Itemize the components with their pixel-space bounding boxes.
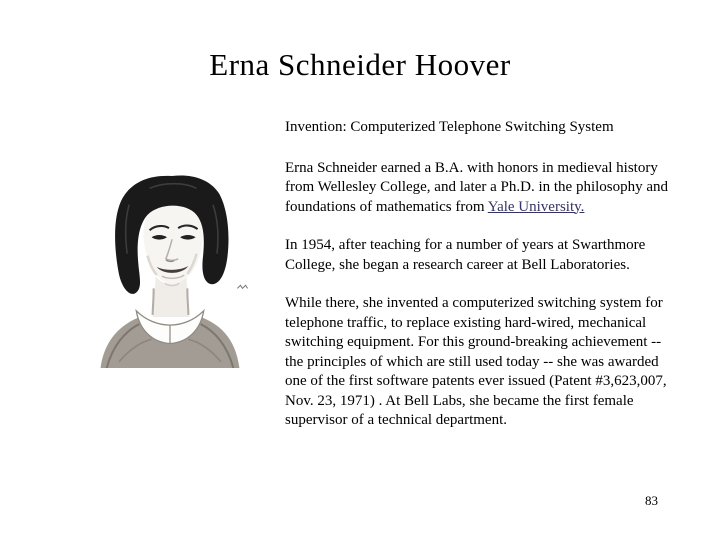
page-number: 83 (645, 493, 658, 508)
paragraph-education-text: Erna Schneider earned a B.A. with honors in medieval history from Wellesley College, and later a Ph.D. in the philosophy and foundations of mathematics from (285, 159, 669, 215)
text-column (285, 118, 670, 450)
portrait-image (86, 174, 254, 368)
invention-line: Invention: Computerized Telephone Switching System (285, 119, 614, 135)
yale-university-link[interactable]: Yale University. (487, 198, 585, 215)
paragraph-achievement: While there, she invented a computerized switching system for telephone traffic, to replace existing hard-wired, mechanical switching equipment. For this ground-breaking achievement -- the principles of which are still used today -- she was awarded one of the first software patents ever issued (Patent #3,623,007, Nov. 23, 1971) . At Bell Labs, she became the first female supervisor of a technical department. (285, 295, 667, 428)
page-title: Erna Schneider Hoover (209, 47, 511, 82)
portrait-sketch-svg (86, 174, 254, 368)
paragraph-education (285, 159, 670, 218)
paragraph-career: In 1954, after teaching for a number of years at Swarthmore College, she began a research career at Bell Laboratories. (285, 237, 646, 273)
